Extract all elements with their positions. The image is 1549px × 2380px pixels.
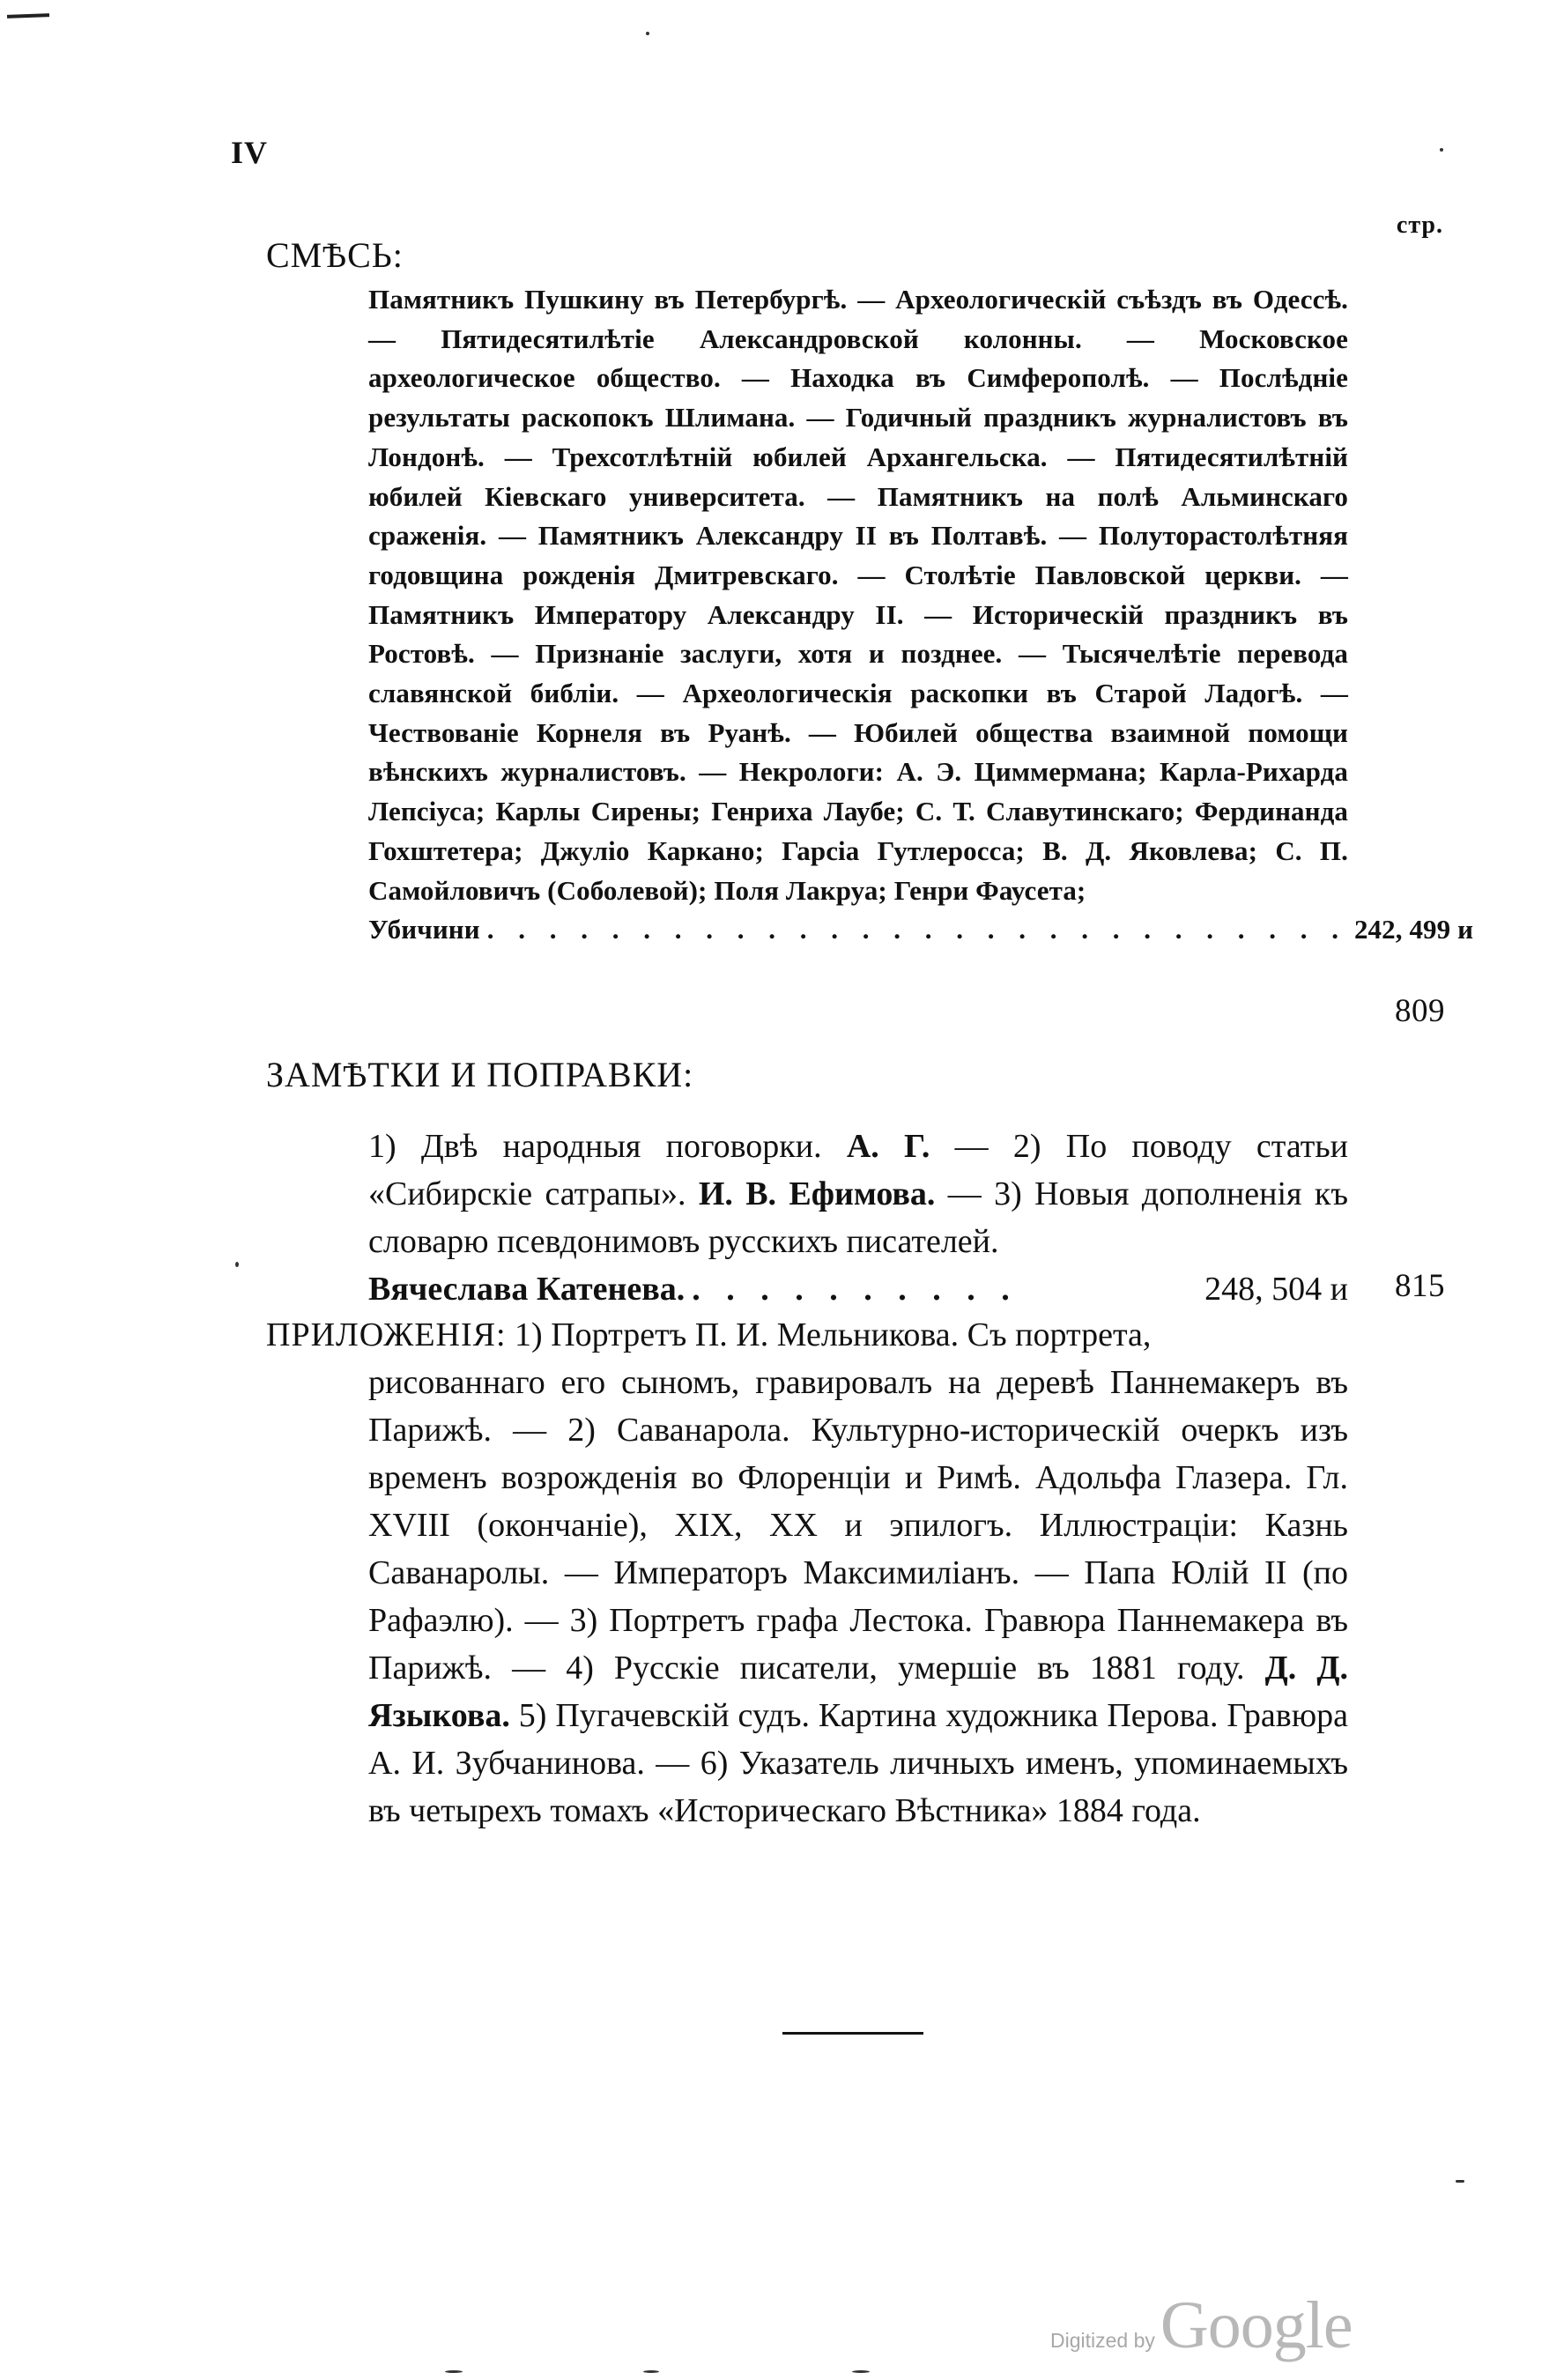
print-speck [643, 2370, 659, 2373]
section-applications [266, 1311, 1348, 1835]
notes-text-2: — 2) По поводу статьи «Сибирскіе сатрапы». [368, 1128, 1349, 1212]
section-notes-text [368, 1123, 1348, 1313]
scan-corner-mark [7, 13, 49, 19]
print-speck [1440, 148, 1443, 152]
notes-author-1: А. Г. [846, 1128, 930, 1165]
notes-leader-dots: . . . . . . . . . . [692, 1271, 1019, 1308]
google-logo: Google [1160, 2288, 1353, 2362]
print-speck [1456, 2180, 1464, 2183]
section-smes-leader-dots: . . . . . . . . . . . . . . . . . . . . . . . . . . . . [486, 914, 1347, 945]
section-smes-text [368, 280, 1474, 950]
applications-author-4: Д. Д. Языкова. [368, 1650, 1348, 1734]
section-heading-smes: СМѢСЬ: [266, 235, 404, 275]
applications-item-1: 1) Портретъ П. И. Мельникова. Съ портрета, [515, 1316, 1152, 1353]
applications-body [266, 1359, 1348, 1835]
print-speck [445, 2370, 463, 2373]
notes-pages: 248, 504 и [1204, 1271, 1348, 1308]
section-divider-rule [782, 2032, 923, 2035]
section-smes-paragraph: Памятникъ Пушкину въ Петербургѣ. — Археологическій съѣздъ въ Одессѣ. — Пятидесятилѣтіе Александровской колонны. — Московское археологическое общество. — Находка въ Симферополѣ. — Послѣдніе результаты раскопокъ Шлимана. — Годичный праздникъ журналистовъ въ Лондонѣ. — Трехсотлѣтній юбилей Архангельска. — Пятидесятилѣтній юбилей Кіевскаго университета. — Памятникъ на полѣ Альминскаго сраженія. — Памятникъ Александру II въ Полтавѣ. — Полуторастолѣтняя годовщина рожденія Дмитревскаго. — Столѣтіе Павловской церкви. — Памятникъ Императору Александру II. — Историческій праздникъ въ Ростовѣ. — Признаніе заслуги, хотя и позднее. — Тысячелѣтіе перевода славянской библіи. — Археологическія раскопки въ Старой Ладогѣ. — Чествованіе Корнеля въ Руанѣ. — Юбилей общества взаимной помощи вѣнскихъ журналистовъ. — Некрологи: А. Э. Циммермана; Карла-Рихарда Лепсіуса; Карлы Сирены; Генриха Лаубе; С. Т. Славутинскаго; Фердинанда Гохштетера; Джуліо Каркано; Гарсіа Гутлеросса; В. Д. Яковлева; С. П. Самойловичъ (Соболевой); Поля Лакруа; Генри Фаусета; [368, 284, 1348, 906]
section-notes-final-page: 815 [1395, 1268, 1445, 1304]
section-smes-last-line: Убичини [368, 914, 480, 945]
page-column-heading: стр. [1396, 211, 1443, 239]
applications-items-5-6: 5) Пугачевскій судъ. Картина художника Перова. Гравюра А. И. Зубчанинова. — 6) Указатель личныхъ именъ, упоминаемыхъ въ четырехъ томахъ «Историческаго Вѣстника» 1884 года. [368, 1697, 1348, 1829]
watermark-label: Digitized by [1050, 2329, 1155, 2352]
notes-author-3: Вячеслава Катенева. [368, 1271, 686, 1308]
section-smes-leader-row [368, 910, 1474, 950]
print-speck [646, 32, 649, 35]
notes-leader-row [368, 1265, 1348, 1313]
print-speck [235, 1262, 239, 1267]
applications-first-line [266, 1311, 1348, 1359]
print-speck [852, 2370, 870, 2373]
section-smes-final-page: 809 [1395, 993, 1445, 1029]
page-number: IV [231, 135, 269, 170]
section-smes-pages: 242, 499 и [1353, 914, 1474, 945]
applications-items-2-4: рисованнаго его сыномъ, гравировалъ на деревѣ Паннемакеръ въ Парижѣ. — 2) Саванарола. Культурно-историческій очеркъ изъ временъ возрожденія во Флоренціи и Римѣ. Адольфа Глазера. Гл. XVIII (окончаніе), XIX, XX и эпилогъ. Иллюстраціи: Казнь Саванаролы. — Императоръ Максимиліанъ. — Папа Юлій II (по Рафаэлю). — 3) Портретъ графа Лестока. Гравюра Паннемакера въ Парижѣ. — 4) Русскіе писатели, умершіе въ 1881 году. [368, 1364, 1348, 1687]
applications-label: ПРИЛОЖЕНІЯ: [266, 1316, 507, 1353]
section-heading-notes: ЗАМѢТКИ И ПОПРАВКИ: [266, 1055, 694, 1094]
notes-text-1: 1) Двѣ народныя поговорки. [368, 1128, 822, 1165]
notes-author-2: И. В. Ефимова. [698, 1175, 936, 1212]
notes-text-3: — 3) Новыя дополненія къ словарю псевдонимовъ русскихъ писателей. [368, 1175, 1348, 1260]
digitization-watermark [1050, 2287, 1353, 2364]
